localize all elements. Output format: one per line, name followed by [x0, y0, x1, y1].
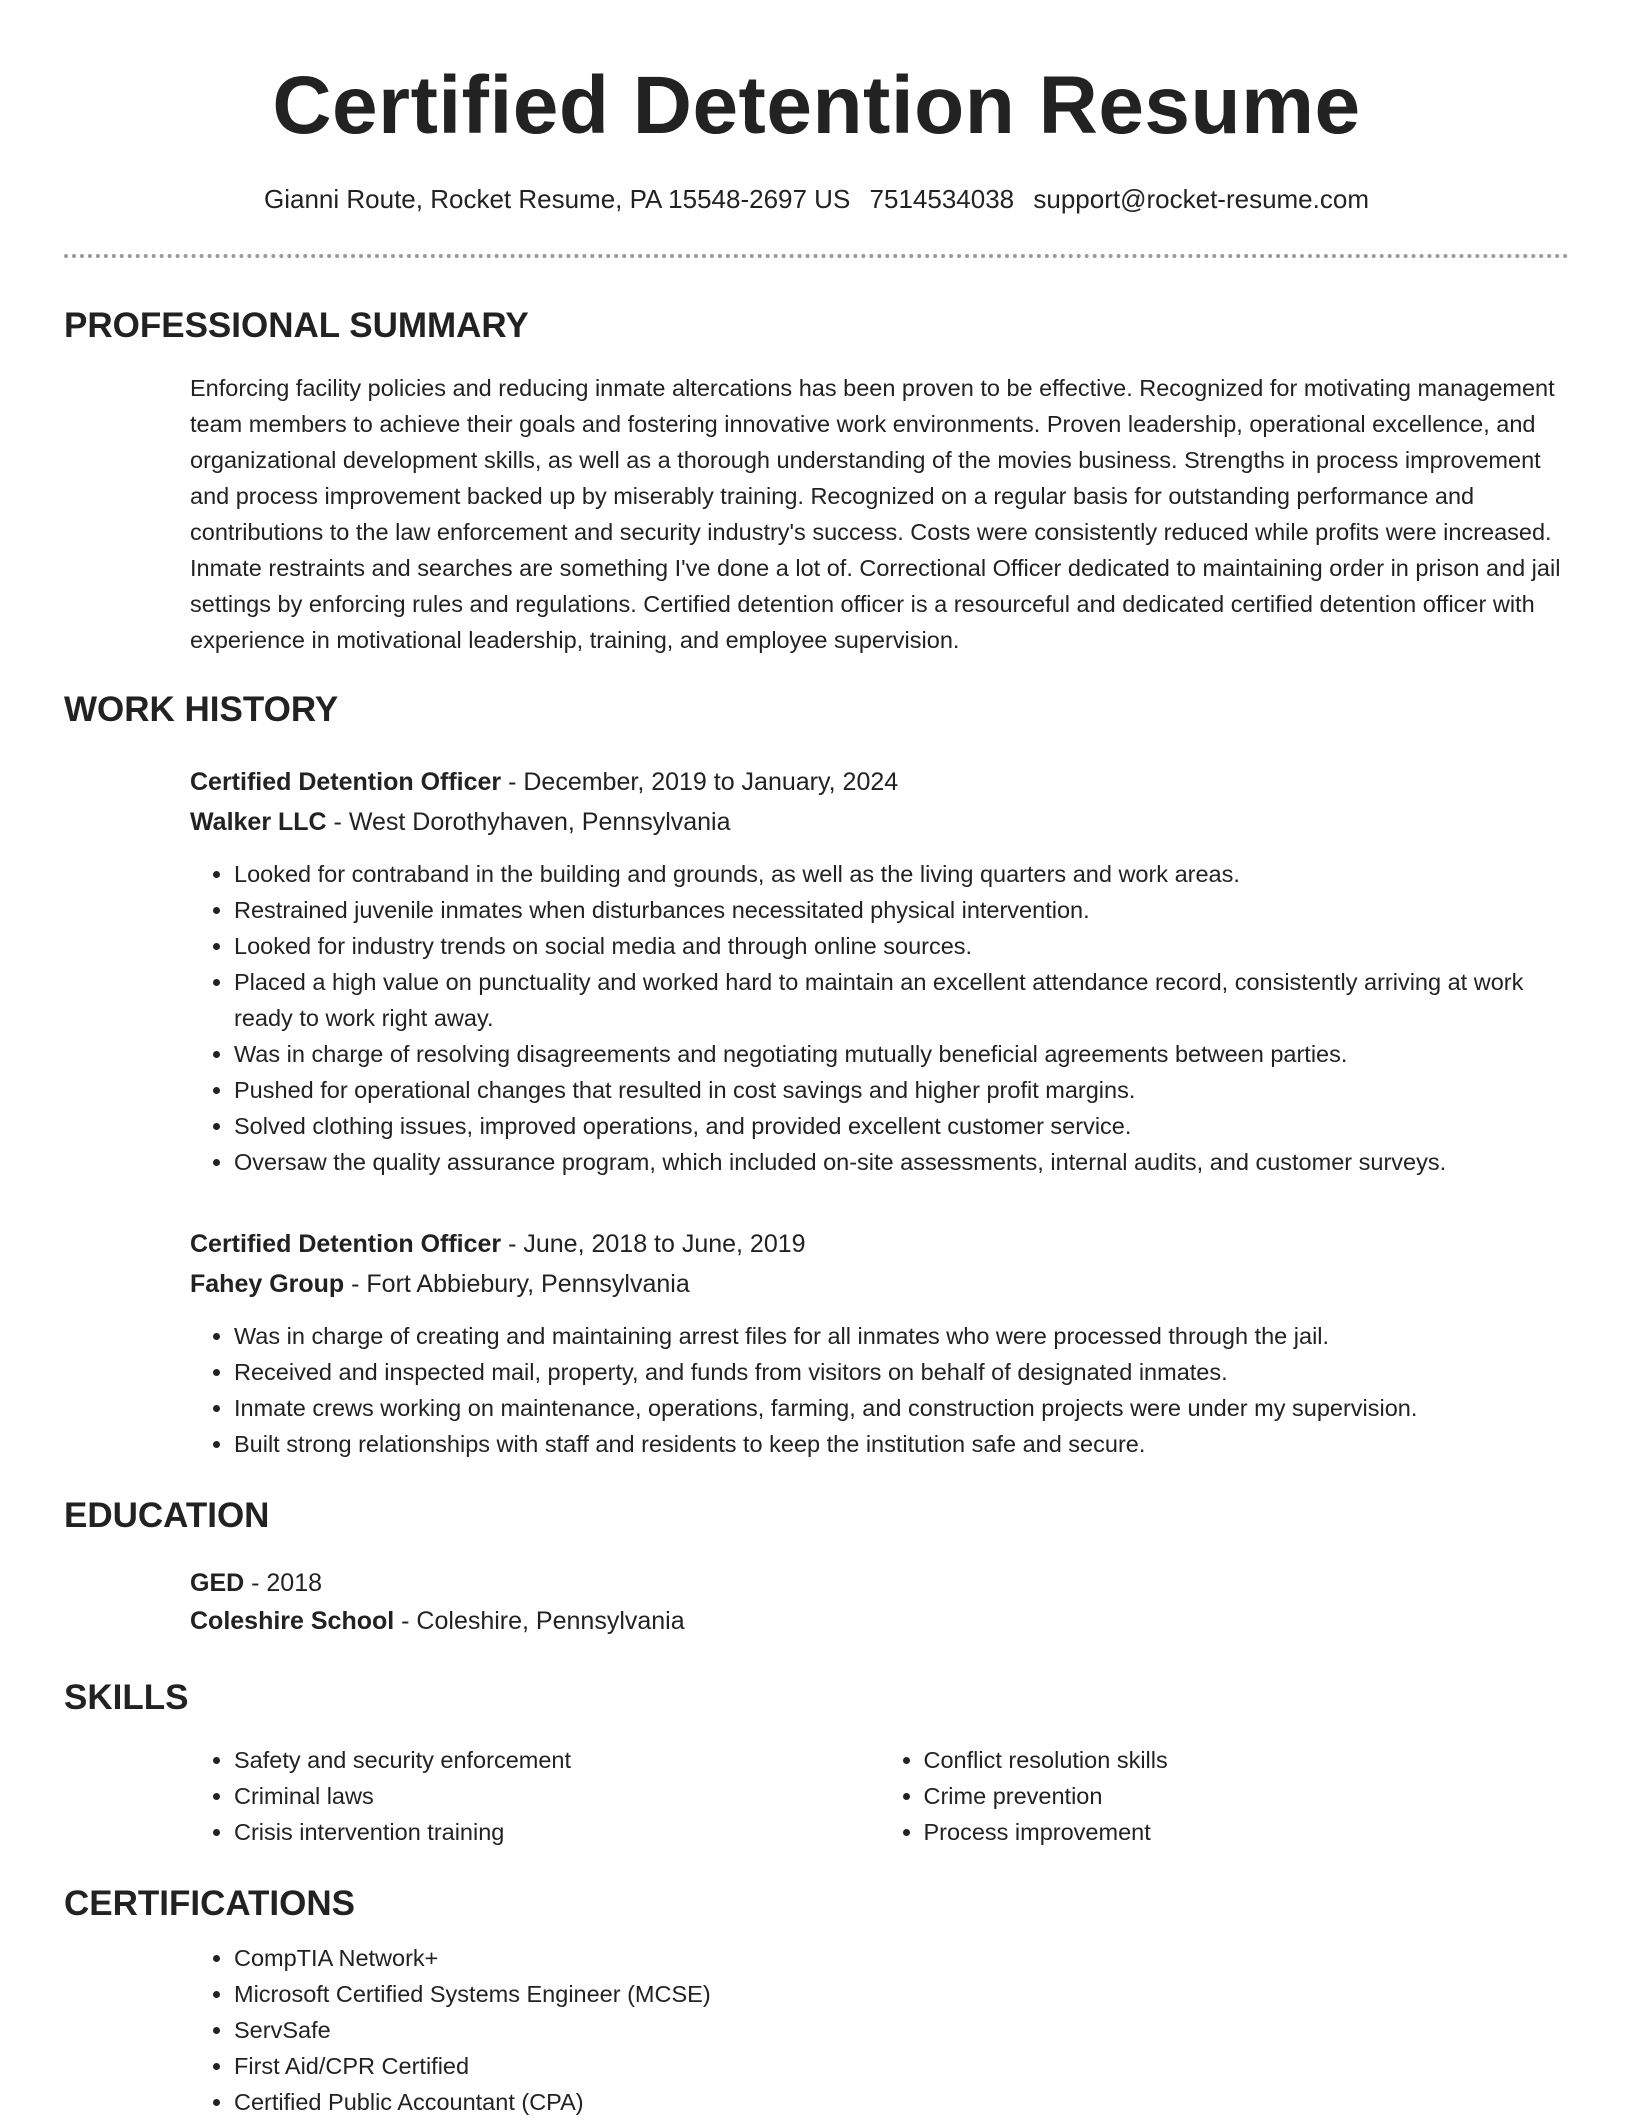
skills-heading: SKILLS — [64, 1678, 189, 1717]
education-degree-line — [190, 1564, 1569, 1602]
education-school-line — [190, 1602, 1569, 1640]
job-dates: - June, 2018 to June, 2019 — [501, 1230, 806, 1258]
job-title: Certified Detention Officer — [190, 768, 502, 796]
list-item: • Oversaw the quality assurance program, which included on-site assessments, internal audits, and customer surveys. — [234, 1144, 1569, 1180]
summary-heading: PROFESSIONAL SUMMARY — [64, 306, 529, 345]
job-dates: - December, 2019 to January, 2024 — [501, 768, 899, 796]
list-item: • Placed a high value on punctuality and worked hard to maintain an excellent attendance record, consistently arriving at work ready to work right away. — [234, 964, 1569, 1036]
header-divider — [64, 254, 1569, 258]
contact-phone: 7514534038 — [869, 184, 1015, 214]
work-history — [190, 762, 1569, 1462]
job-company: Walker LLC — [190, 808, 327, 836]
list-item: • Microsoft Certified Systems Engineer (MCSE) — [234, 1976, 1569, 2012]
job-company-line — [190, 1264, 1569, 1304]
resume-title: Certified Detention Resume — [272, 60, 1361, 151]
list-item: • Was in charge of creating and maintaining arrest files for all inmates who were processed through the jail. — [234, 1318, 1569, 1354]
contact-line — [64, 182, 1569, 216]
list-item: • Crisis intervention training — [234, 1814, 880, 1850]
list-item: • Certified Public Accountant (CPA) — [234, 2084, 1569, 2120]
list-item: • ServSafe — [234, 2012, 1569, 2048]
list-item: • Solved clothing issues, improved operations, and provided excellent customer service. — [234, 1108, 1569, 1144]
summary-text: Enforcing facility policies and reducing inmate altercations has been proven to be effective. Recognized for motivating management team members to achieve their goals and fostering innovative work environments. Proven leadership, operational excellence, and organizational development skills, as well as a thorough understanding of the movies business. Strengths in process improvement and process improvement backed up by miserably training. Recognized on a regular basis for outstanding performance and contributions to the law enforcement and security industry's success. Costs were consistently reduced while profits were increased. Inmate restraints and searches are something I've done a lot of. Correctional Officer dedicated to maintaining order in prison and jail settings by enforcing rules and regulations. Certified detention officer is a resourceful and dedicated certified detention officer with experience in motivational leadership, training, and employee supervision. — [190, 375, 1561, 653]
list-item: • Built strong relationships with staff and residents to keep the institution safe and secure. — [234, 1426, 1569, 1462]
list-item: • Inmate crews working on maintenance, operations, farming, and construction projects were under my supervision. — [234, 1390, 1569, 1426]
job-company: Fahey Group — [190, 1270, 345, 1298]
list-item: • Pushed for operational changes that resulted in cost savings and higher profit margins. — [234, 1072, 1569, 1108]
contact-email: support@rocket-resume.com — [1033, 184, 1369, 214]
education-degree: GED — [190, 1569, 245, 1597]
list-item: • Safety and security enforcement — [234, 1742, 880, 1778]
job-entry — [190, 762, 1569, 1180]
education-location: - Coleshire, Pennsylvania — [394, 1607, 685, 1635]
skills-column-left — [190, 1742, 880, 1850]
list-item: • Crime prevention — [924, 1778, 1570, 1814]
education — [190, 1564, 1569, 1640]
list-item: • Conflict resolution skills — [924, 1742, 1570, 1778]
list-item: • Process improvement — [924, 1814, 1570, 1850]
certifications-list — [190, 1940, 1569, 2120]
list-item: • Was in charge of resolving disagreements and negotiating mutually beneficial agreements between parties. — [234, 1036, 1569, 1072]
education-year: - 2018 — [244, 1569, 323, 1597]
job-title-line — [190, 762, 1569, 802]
job-duties — [190, 1318, 1569, 1462]
job-title-line — [190, 1224, 1569, 1264]
work-history-heading: WORK HISTORY — [64, 690, 339, 729]
list-item: • CompTIA Network+ — [234, 1940, 1569, 1976]
job-title: Certified Detention Officer — [190, 1230, 502, 1258]
list-item: • Looked for industry trends on social media and through online sources. — [234, 928, 1569, 964]
list-item: • First Aid/CPR Certified — [234, 2048, 1569, 2084]
certifications-heading: CERTIFICATIONS — [64, 1884, 356, 1923]
job-company-line — [190, 802, 1569, 842]
job-entry — [190, 1224, 1569, 1462]
list-item: • Received and inspected mail, property, and funds from visitors on behalf of designated inmates. — [234, 1354, 1569, 1390]
list-item: • Restrained juvenile inmates when disturbances necessitated physical intervention. — [234, 892, 1569, 928]
job-location: - Fort Abbiebury, Pennsylvania — [344, 1270, 690, 1298]
certifications — [190, 1940, 1569, 2120]
job-duties — [190, 856, 1569, 1180]
resume-page — [64, 0, 1569, 2120]
education-heading: EDUCATION — [64, 1496, 270, 1535]
skills-column-right — [880, 1742, 1570, 1850]
skills-grid — [190, 1742, 1569, 1850]
education-school: Coleshire School — [190, 1607, 395, 1635]
job-location: - West Dorothyhaven, Pennsylvania — [326, 808, 731, 836]
contact-address: Gianni Route, Rocket Resume, PA 15548-2697 US — [264, 184, 851, 214]
list-item: • Looked for contraband in the building and grounds, as well as the living quarters and work areas. — [234, 856, 1569, 892]
list-item: • Criminal laws — [234, 1778, 880, 1814]
